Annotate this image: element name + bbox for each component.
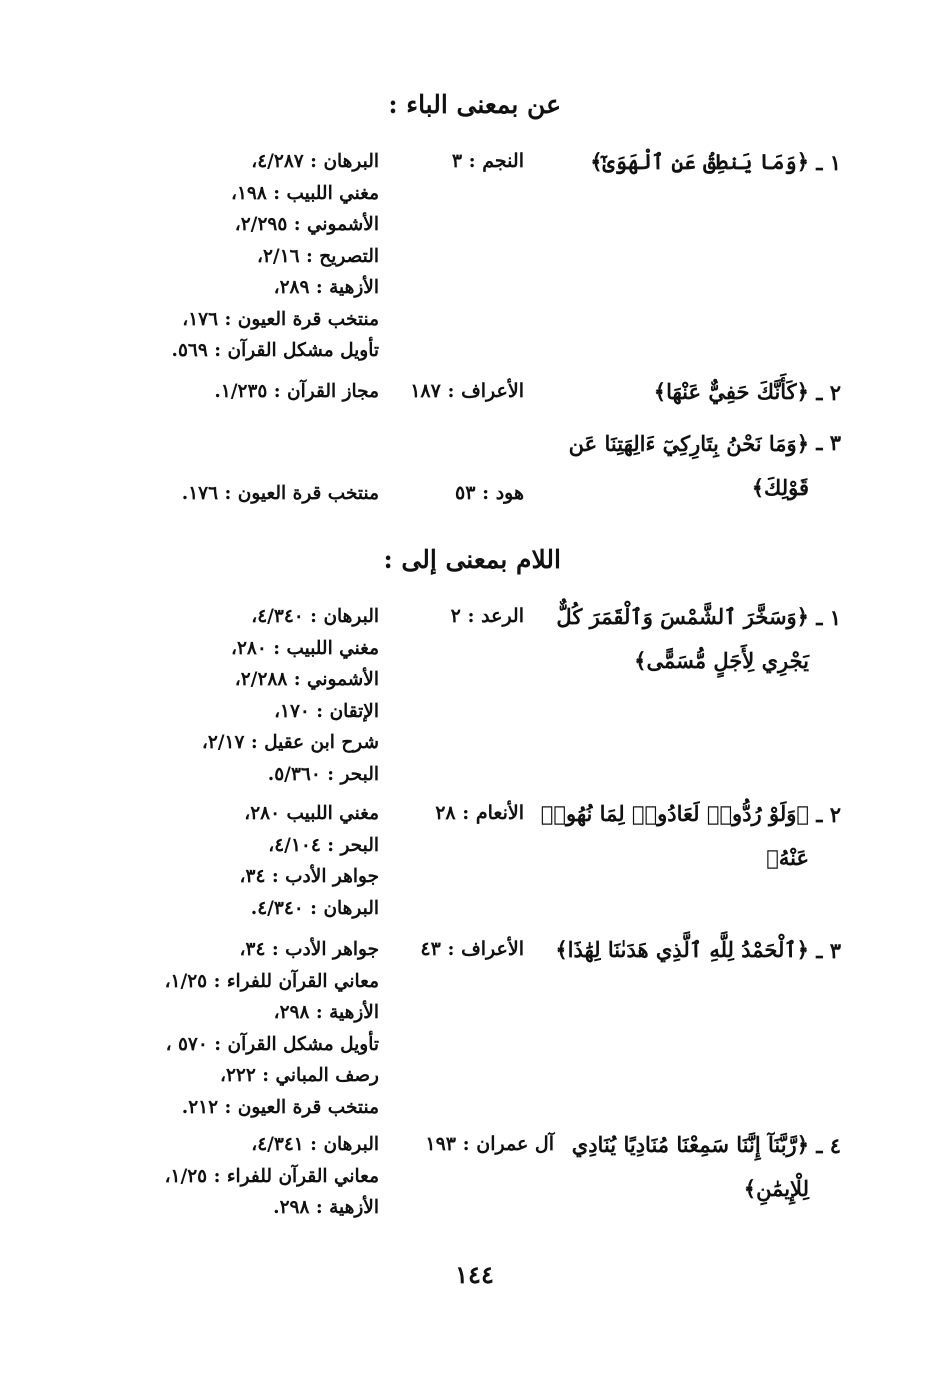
- source-reference: جواهر الأدب : ٣٤،: [239, 939, 379, 960]
- sura-reference: الأعراف : ١٨٧: [410, 380, 524, 402]
- source-reference: البرهان : ٤/٣٤٠،: [251, 606, 379, 627]
- source-reference: شرح ابن عقيل : ٢/١٧،: [201, 732, 379, 753]
- source-reference: رصف المباني : ٢٢٢،: [219, 1065, 379, 1086]
- section-title: اللام بمعنى إلى :: [383, 545, 561, 574]
- entry-number: ١ ـ: [816, 150, 841, 175]
- source-references: [139, 798, 379, 924]
- source-references: [119, 1129, 379, 1224]
- source-reference: البرهان : ٤/٣٤١،: [251, 1134, 379, 1155]
- verse-text: ﴿كَأَنَّكَ حَفِيٌّ عَنْهَا﴾: [653, 379, 809, 404]
- entry-number: ٣ ـ: [816, 938, 841, 963]
- sura-reference: آل عمران : ١٩٣: [425, 1133, 554, 1155]
- source-reference: جواهر الأدب : ٣٤،: [239, 866, 379, 887]
- source-reference: تأويل مشكل القرآن : ٥٧٠ ،: [165, 1033, 379, 1055]
- sura-reference: النجم : ٣: [451, 150, 524, 172]
- source-reference: معاني القرآن للفراء : ١/٢٥،: [164, 1165, 379, 1187]
- section-title: عن بمعنى الباء :: [388, 90, 561, 119]
- entry-number: ٢ ـ: [816, 802, 841, 827]
- source-reference: تأويل مشكل القرآن : ٥٦٩.: [171, 340, 379, 361]
- source-reference: الإتقان : ١٧٠،: [274, 700, 379, 722]
- sura-reference: هود : ٥٣: [455, 482, 524, 504]
- source-reference: منتخب قرة العيون : ٢١٢.: [181, 1096, 379, 1118]
- sura-reference: الأنعام : ٢٨: [435, 802, 524, 824]
- source-reference: البرهان : ٤/٢٨٧،: [251, 151, 379, 172]
- entry-number: ٤ ـ: [816, 1133, 841, 1158]
- verse-text: ﴿رَّبَّنَآ إِنَّنَا سَمِعْنَا مُنَادِيًا يُنَادِي لِلْإِيمَٰنِ﴾: [571, 1132, 809, 1201]
- source-reference: مجاز القرآن : ١/٢٣٥.: [214, 381, 379, 402]
- source-reference: الأشموني : ٢/٢٩٥،: [234, 214, 379, 235]
- source-reference: منتخب قرة العيون : ١٧٦.: [181, 483, 379, 504]
- entry-number: ٣ ـ: [816, 430, 841, 455]
- verse-text: ﴿وَمَا يَنطِقُ عَنِ ٱلْهَوَىٰٓ﴾: [590, 149, 809, 174]
- source-reference: البحر : ٥/٣٦٠.: [267, 763, 379, 785]
- source-reference: الأزهية : ٢٩٨،: [273, 1002, 379, 1023]
- source-references: [139, 478, 379, 510]
- source-reference: التصريح : ٢/١٦،: [257, 245, 379, 267]
- source-reference: البرهان : ٤/٣٤٠.: [250, 897, 379, 919]
- verse-text: ﴿وَمَا نَحْنُ بِتَارِكِيٓ ءَالِهَتِنَا عَن قَوْلِكَ﴾: [568, 431, 809, 500]
- source-reference: منتخب قرة العيون : ١٧٦،: [182, 308, 379, 330]
- source-references: [139, 146, 379, 367]
- page-number: ١٤٤: [455, 1260, 494, 1289]
- source-reference: الأزهية : ٢٩٨.: [273, 1197, 379, 1218]
- source-reference: مغني اللبيب : ٢٨٠،: [230, 637, 379, 659]
- sura-reference: الأعراف : ٤٣: [420, 938, 524, 960]
- source-reference: البحر : ٤/١٠٤،: [268, 834, 379, 856]
- verse-text: ﴿وَسَخَّرَ ٱلشَّمْسَ وَٱلْقَمَرَ كُلٌّ يَجْرِي لِأَجَلٍ مُّسَمًّى﴾: [556, 604, 809, 673]
- source-references: [139, 601, 379, 790]
- source-reference: مغني اللبيب ٢٨٠،: [244, 803, 379, 824]
- source-reference: مغني اللبيب : ١٩٨،: [230, 182, 379, 204]
- source-reference: الأشموني : ٢/٢٨٨،: [234, 669, 379, 690]
- verse-text: ﴿وَلَوْ رُدُّوا۟ لَعَادُوا۟ لِمَا نُهُوا۟ عَنْهُ﴾: [540, 801, 809, 870]
- entry-number: ١ ـ: [816, 605, 841, 630]
- verse-text: ﴿ٱلْحَمْدُ لِلَّهِ ٱلَّذِي هَدَىٰنَا لِهَٰذَا﴾: [555, 937, 809, 962]
- source-references: [139, 376, 379, 408]
- sura-reference: الرعد : ٢: [450, 605, 524, 627]
- entry-number: ٢ ـ: [816, 380, 841, 405]
- source-reference: الأزهية : ٢٨٩،: [273, 277, 379, 298]
- source-reference: معاني القرآن للفراء : ١/٢٥،: [164, 970, 379, 992]
- source-references: [119, 934, 379, 1123]
